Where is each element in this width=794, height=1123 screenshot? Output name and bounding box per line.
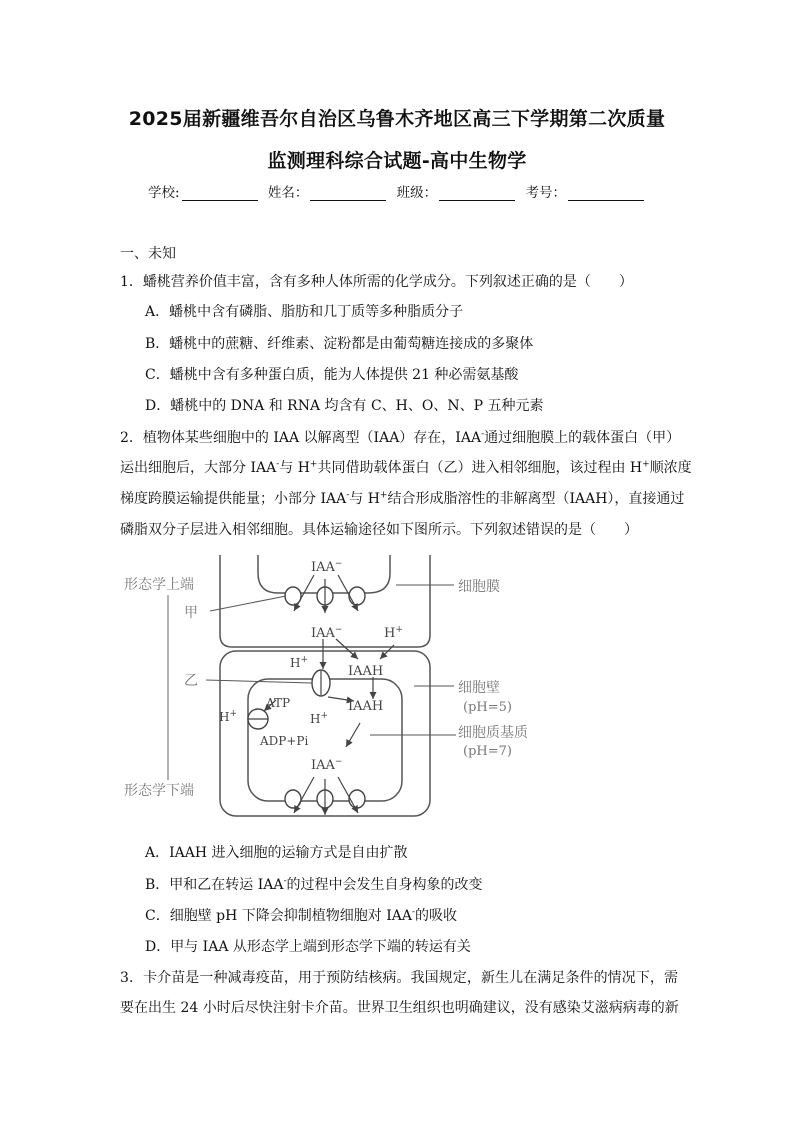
adp-label: ADP+Pi bbox=[260, 734, 309, 748]
hplus-pump bbox=[219, 709, 237, 724]
h-sup: + bbox=[300, 655, 309, 665]
q1-option-a[interactable]: A．蟠桃中含有磷脂、脂肪和几丁质等多种脂质分子 bbox=[145, 304, 464, 320]
q2-text: 运出细胞后，大部分 IAA bbox=[120, 460, 277, 476]
label-cytosol: 细胞质基质 bbox=[458, 725, 528, 741]
label-top-end: 形态学上端 bbox=[124, 577, 194, 593]
h-text: H bbox=[219, 710, 230, 724]
minus-sup: - bbox=[346, 490, 350, 501]
q2-text: 顺浓度 bbox=[649, 460, 692, 476]
hplus-yi bbox=[290, 655, 308, 670]
q2-text: B．甲和乙在转运 IAA bbox=[145, 877, 284, 893]
iaa-sup: − bbox=[334, 757, 343, 767]
hplus-cytosol bbox=[310, 711, 328, 726]
exam-number-label: 考号： bbox=[525, 185, 566, 201]
q1-option-c[interactable]: C．蟠桃中含有多种蛋白质，能为人体提供 21 种必需氨基酸 bbox=[145, 367, 519, 383]
h-sup: + bbox=[229, 709, 238, 719]
exam-title-line-2: 监测理科综合试题-高中生物学 bbox=[267, 150, 527, 172]
label-jia: 甲 bbox=[184, 605, 198, 621]
name-blank[interactable] bbox=[310, 186, 386, 201]
plus-sup: + bbox=[642, 459, 650, 470]
minus-sup: - bbox=[283, 876, 287, 887]
iaa-text: IAA bbox=[311, 758, 335, 773]
class-label: 班级： bbox=[396, 185, 438, 201]
iaah-wall: IAAH bbox=[348, 664, 384, 679]
q3-stem-line-2: 要在出生 24 小时后尽快注射卡介苗。世界卫生组织也明确建议，没有感染艾滋病病毒的新 bbox=[120, 1000, 679, 1016]
iaa-bottom bbox=[311, 757, 342, 773]
minus-sup: - bbox=[481, 429, 485, 440]
iaa-middle bbox=[311, 625, 342, 641]
h-text: H bbox=[384, 626, 396, 641]
student-info-line bbox=[0, 181, 794, 201]
minus-sup: - bbox=[276, 459, 280, 470]
q2-stem-line-1 bbox=[120, 427, 681, 447]
q2-text: 结合形成脂溶性的非解离型（IAAH），直接通过 bbox=[387, 491, 685, 507]
iaa-sup: − bbox=[334, 559, 343, 569]
iaa-sup: − bbox=[334, 625, 343, 635]
q2-stem-line-3 bbox=[120, 488, 685, 508]
q2-option-d[interactable]: D．甲与 IAA 从形态学上端到形态学下端的转运有关 bbox=[145, 939, 471, 955]
plus-sup: + bbox=[379, 490, 388, 501]
q2-text: 与 H bbox=[279, 460, 310, 476]
q3-stem-line-1: 3．卡介苗是一种减毒疫苗，用于预防结核病。我国规定，新生儿在满足条件的情况下，需 bbox=[120, 970, 678, 986]
q1-option-d[interactable]: D．蟠桃中的 DNA 和 RNA 均含有 C、H、O、N、P 五种元素 bbox=[145, 398, 544, 414]
q2-option-a[interactable]: A．IAAH 进入细胞的运输方式是自由扩散 bbox=[145, 845, 408, 861]
school-blank[interactable] bbox=[182, 186, 258, 201]
q1-option-b[interactable]: B．蟠桃中的蔗糖、纤维素、淀粉都是由葡萄糖连接成的多聚体 bbox=[145, 336, 534, 352]
q2-stem-line-4: 磷脂双分子层进入相邻细胞。具体运输途径如下图所示。下列叙述错误的是（ ） bbox=[120, 522, 638, 538]
iaa-text: IAA bbox=[311, 560, 335, 575]
hplus-wall bbox=[384, 625, 403, 641]
atp-label: ATP bbox=[266, 696, 291, 710]
q2-text: 共同借助载体蛋白（乙）进入相邻细胞，该过程由 H bbox=[317, 460, 643, 476]
minus-sup: - bbox=[411, 907, 416, 918]
label-yi: 乙 bbox=[184, 673, 198, 689]
school-label: 学校: bbox=[148, 185, 180, 201]
plus-sup: + bbox=[309, 459, 318, 470]
class-blank[interactable] bbox=[439, 186, 515, 201]
section-heading: 一、未知 bbox=[120, 246, 176, 262]
iaa-text: IAA bbox=[311, 626, 335, 641]
q2-text: 梯度跨膜运输提供能量；小部分 IAA bbox=[120, 491, 347, 507]
iaa-top bbox=[311, 559, 342, 575]
q2-text: C．细胞壁 pH 下降会抑制植物细胞对 IAA bbox=[145, 908, 412, 924]
label-membrane: 细胞膜 bbox=[458, 579, 500, 595]
q2-stem-line-2 bbox=[120, 457, 692, 477]
label-cytosol-ph: (pH=7) bbox=[463, 744, 512, 759]
q2-option-c[interactable] bbox=[145, 905, 457, 925]
q2-text: 通过细胞膜上的载体蛋白（甲） bbox=[484, 430, 681, 446]
label-wall-ph: (pH=5) bbox=[463, 700, 512, 715]
q2-text: 与 H bbox=[349, 491, 380, 507]
exam-number-blank[interactable] bbox=[568, 186, 644, 201]
q1-stem: 1．蟠桃营养价值丰富，含有多种人体所需的化学成分。下列叙述正确的是（ ） bbox=[120, 274, 633, 290]
exam-title-line-1: 2025届新疆维吾尔自治区乌鲁木齐地区高三下学期第二次质量 bbox=[128, 108, 666, 130]
q2-option-b[interactable] bbox=[145, 874, 483, 894]
label-bottom-end: 形态学下端 bbox=[124, 783, 194, 799]
h-sup: + bbox=[395, 625, 403, 635]
iaa-transport-figure bbox=[118, 555, 588, 820]
q2-text: 2．植物体某些细胞中的 IAA 以解离型（IAA）存在，IAA bbox=[120, 430, 482, 446]
iaah-cytosol: IAAH bbox=[348, 699, 384, 714]
h-sup: + bbox=[320, 711, 329, 721]
name-label: 姓名： bbox=[267, 185, 309, 201]
q2-text: 的过程中会发生自身构象的改变 bbox=[286, 877, 483, 893]
q2-text: 的吸收 bbox=[415, 908, 458, 924]
h-text: H bbox=[310, 712, 321, 726]
h-text: H bbox=[290, 656, 301, 670]
label-wall: 细胞壁 bbox=[458, 680, 500, 696]
